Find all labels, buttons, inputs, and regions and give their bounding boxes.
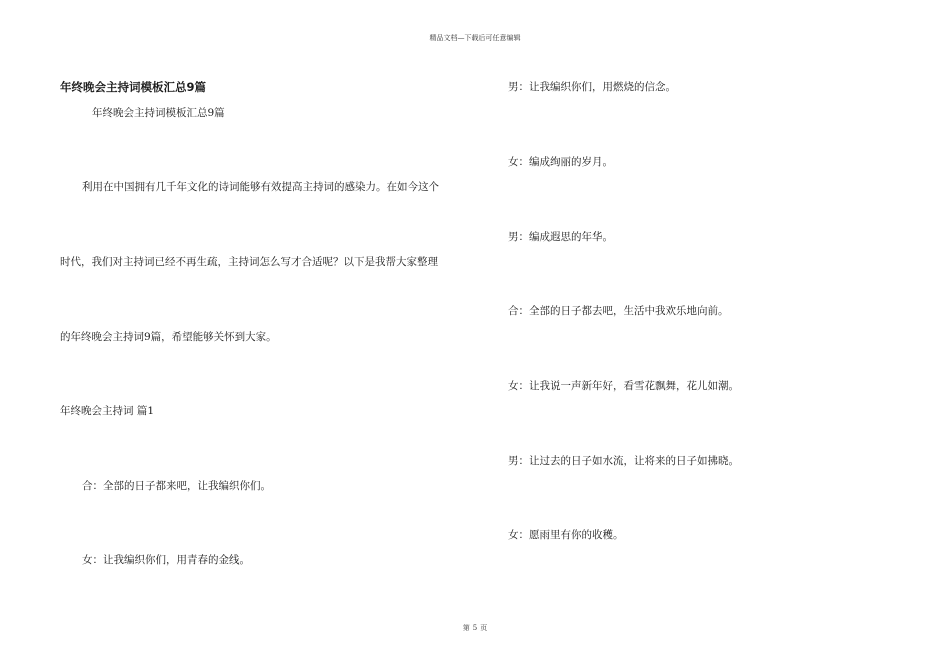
page-number-suffix: 页 <box>480 624 488 632</box>
script-line: 男：编成遐思的年华。 <box>508 231 613 243</box>
document-subtitle: 年终晚会主持词模板汇总9篇 <box>92 107 225 119</box>
script-line: 男：让我编织你们，用燃烧的信念。 <box>508 81 676 93</box>
script-line: 女：愿雨里有你的收穫。 <box>508 529 624 541</box>
script-line: 合：全部的日子都来吧，让我编织你们。 <box>82 480 271 492</box>
page-number: 5 <box>472 624 478 632</box>
section-heading: 年终晚会主持词 篇1 <box>60 405 155 417</box>
intro-paragraph-line: 利用在中国拥有几千年文化的诗词能够有效提高主持词的感染力。在如今这个 <box>82 181 439 193</box>
intro-paragraph-line: 的年终晚会主持词9篇，希望能够关怀到大家。 <box>60 331 277 343</box>
page-header: 精品文档—下载后可任意编辑 <box>429 34 521 42</box>
script-line: 合：全部的日子都去吧，生活中我欢乐地向前。 <box>508 305 729 317</box>
left-column <box>60 0 470 672</box>
script-line: 女：让我编织你们，用青春的金线。 <box>82 554 250 566</box>
page-number-prefix: 第 <box>462 624 470 632</box>
page-footer <box>0 623 950 633</box>
script-line: 女：编成绚丽的岁月。 <box>508 156 613 168</box>
right-column <box>508 0 908 672</box>
document-title: 年终晚会主持词模板汇总9篇 <box>60 80 207 94</box>
script-line: 女：让我说一声新年好，看雪花飘舞，花儿如潮。 <box>508 380 739 392</box>
intro-paragraph-line: 时代，我们对主持词已经不再生疏，主持词怎么写才合适呢？以下是我帮大家整理 <box>60 256 438 268</box>
script-line: 男：让过去的日子如水流，让将来的日子如拂晓。 <box>508 455 739 467</box>
